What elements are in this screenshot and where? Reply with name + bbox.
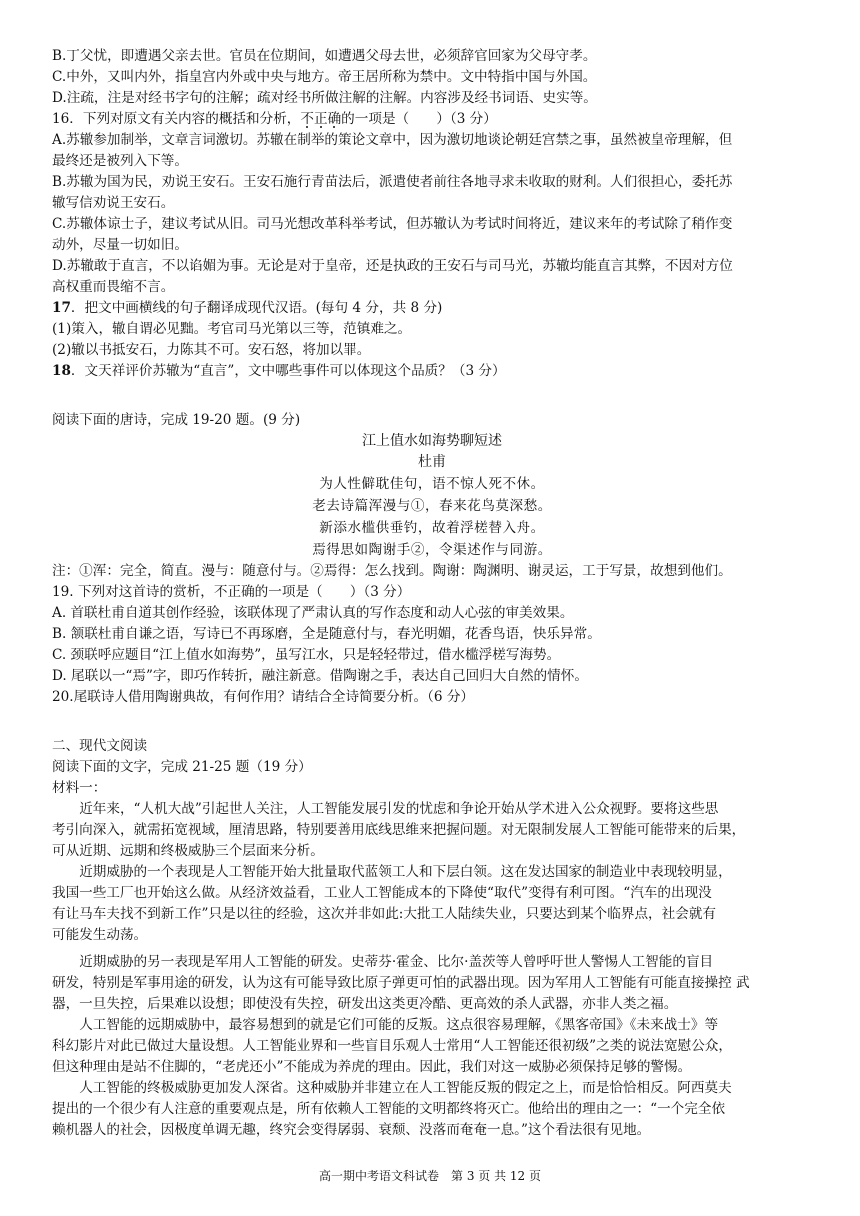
q16-option-a-2: 最终还是被列入下等。 <box>52 153 188 169</box>
reading-intro: 阅读下面的文字，完成 21-25 题（19 分） <box>52 759 312 775</box>
paragraph: 人工智能的远期威胁中，最容易想到的就是它们可能的反叛。这点很容易理解，《黑客帝国》《未来战士》等 科幻影片对此已做过大量设想。人工智能业界和一些盲目乐观人士常用“人工智能还很初级”之类的说法宽慰公众， 但这种理由是站不住脚的，“老虎还小”不能成为养虎的理由。因此，我们对这一威胁必须保持足够的警惕。 <box>52 1017 732 1075</box>
option-d-top: D.注疏，注是对经书字句的注解；疏对经书所做注解的注解。内容涉及经书词语、史实等。 <box>52 90 597 106</box>
poem-line: 老去诗篇浑漫与①，春来花鸟莫深愁。 <box>312 498 552 514</box>
poem-note: 注：①浑：完全，简直。漫与：随意付与。②焉得：怎么找到。陶谢：陶渊明、谢灵运，工于写景，故想到他们。 <box>52 563 732 579</box>
question-19-stem: 19. 下列对这首诗的赏析，不正确的一项是（ ）（3 分） <box>52 584 411 600</box>
q16-option-d-1: D.苏辙敢于直言，不以谄媚为事。无论是对于皇帝，还是执政的王安石与司马光，苏辙均能直言其弊，不因对方位 <box>52 258 733 274</box>
poem-author: 杜甫 <box>418 454 446 470</box>
paragraph: 人工智能的终极威胁更加发人深省。这种威胁并非建立在人工智能反叛的假定之上，而是恰恰相反。阿西莫夫 提出的一个很少有人注意的重要观点是，所有依赖人工智能的文明都终将灭亡。他给出的理由之一：“一个完全依 赖机器人的社会，因极度单调无趣，终究会变得孱弱、衰颓、没落而奄奄一息。”这个看法很有见地。 <box>52 1080 732 1138</box>
poem-title: 江上值水如海势聊短述 <box>362 433 502 449</box>
question-20-stem: 20.尾联诗人借用陶谢典故，有何作用？请结合全诗简要分析。（6 分） <box>52 689 475 705</box>
q19-option-a: A. 首联杜甫自道其创作经验，该联体现了严肃认真的写作态度和动人心弦的审美效果。 <box>52 605 574 621</box>
paragraph: 近期威胁的一个表现是人工智能开始大批量取代蓝领工人和下层白领。这在发达国家的制造业中表现较明显， 我国一些工厂也开始这么做。从经济效益看，工业人工智能成本的下降使“取代”变得有利可图。“汽车的出现没 有让马车夫找不到新工作”只是以往的经验，这次并非如此:大批工人陆续失业，只要达到某个临界点，社会就有 可能发生动荡。 <box>52 864 732 943</box>
page-footer: 高一期中考语文科试卷 第 3 页 共 12 页 <box>319 1169 541 1183</box>
poem-line: 新添水槛供垂钓，故着浮槎替入舟。 <box>319 520 545 536</box>
question-16-stem: 16．下列对原文有关内容的概括和分析，不正确的一项是（ ）（3 分） <box>52 111 497 127</box>
q16-option-a-1: A.苏辙参加制举，文章言词激切。苏辙在制举的策论文章中，因为激切地谈论朝廷宫禁之事，虽然被皇帝理解，但 <box>52 132 733 148</box>
q16-option-b-1: B.苏辙为国为民，劝说王安石。王安石施行青苗法后，派遣使者前往各地寻求未收取的财利。人们很担心，委托苏 <box>52 174 733 190</box>
q19-option-d: D. 尾联以一“焉”字，即巧作转折，融注新意。借陶谢之手，表达自己回归大自然的情怀。 <box>52 668 588 684</box>
q17-sentence-1: (1)策入，辙自谓必见黜。考官司马光第以三等，范镇难之。 <box>52 321 412 337</box>
section-heading: 二、现代文阅读 <box>52 738 148 754</box>
q16-option-c-2: 动外，尽量一切如旧。 <box>52 237 188 253</box>
q16-option-d-2: 高权重而畏缩不言。 <box>52 279 175 295</box>
q16-option-b-2: 辙写信劝说王安石。 <box>52 195 175 211</box>
q19-option-c: C. 颈联呼应题目“江上值水如海势”，虽写江水，只是轻轻带过，借水槛浮槎写海势。 <box>52 647 561 663</box>
option-c-top: C.中外，又叫内外，指皇宫内外或中央与地方。帝王居所称为禁中。文中特指中国与外国。 <box>52 69 597 85</box>
q19-option-b: B. 颔联杜甫自谦之语，写诗已不再琢磨，全是随意付与，春光明媚，花香鸟语，快乐异常。 <box>52 626 601 642</box>
q17-sentence-2: (2)辙以书抵安石，力陈其不可。安石怒，将加以罪。 <box>52 342 371 358</box>
poem-intro: 阅读下面的唐诗，完成 19-20 题。(9 分) <box>52 412 301 428</box>
exam-page <box>52 46 812 1141</box>
paragraph: 近期威胁的另一表现是军用人工智能的研发。史蒂芬·霍金、比尔·盖茨等人曾呼吁世人警惕人工智能的盲目 研发，特别是军事用途的研发，认为这有可能导致比原子弹更可怕的武器出现。因为军用人工智能有可能直接操控 武 器，一旦失控，后果难以设想；即使没有失控，研发出这类更冷酷、更高效的杀人武器，亦非人类之福。 <box>52 954 750 1012</box>
question-18-stem: 18．文天祥评价苏辙为“直言”，文中哪些事件可以体现这个品质？（3 分） <box>52 363 506 379</box>
poem-line: 焉得思如陶谢手②，令渠述作与同游。 <box>312 542 552 558</box>
paragraph: 近年来，“人机大战”引起世人关注，人工智能发展引发的忧虑和争论开始从学术进入公众视野。要将这些思 考引向深入，就需拓宽视域，厘清思路，特别要善用底线思维来把握问题。对无限制发展人工智能可能带来的后果， 可从近期、远期和终极威胁三个层面来分析。 <box>52 801 746 859</box>
option-b-top: B.丁父忧，即遭遇父亲去世。官员在位期间，如遭遇父母去世，必须辞官回家为父母守孝。 <box>52 48 597 64</box>
question-17-stem: 17．把文中画横线的句子翻译成现代汉语。(每句 4 分，共 8 分) <box>52 300 443 316</box>
material-label: 材料一： <box>52 780 107 796</box>
q16-option-c-1: C.苏辙体谅士子，建议考试从旧。司马光想改革科举考试，但苏辙认为考试时间将近，建议来年的考试除了稍作变 <box>52 216 733 232</box>
poem-line: 为人性僻耽佳句，语不惊人死不休。 <box>319 476 545 492</box>
